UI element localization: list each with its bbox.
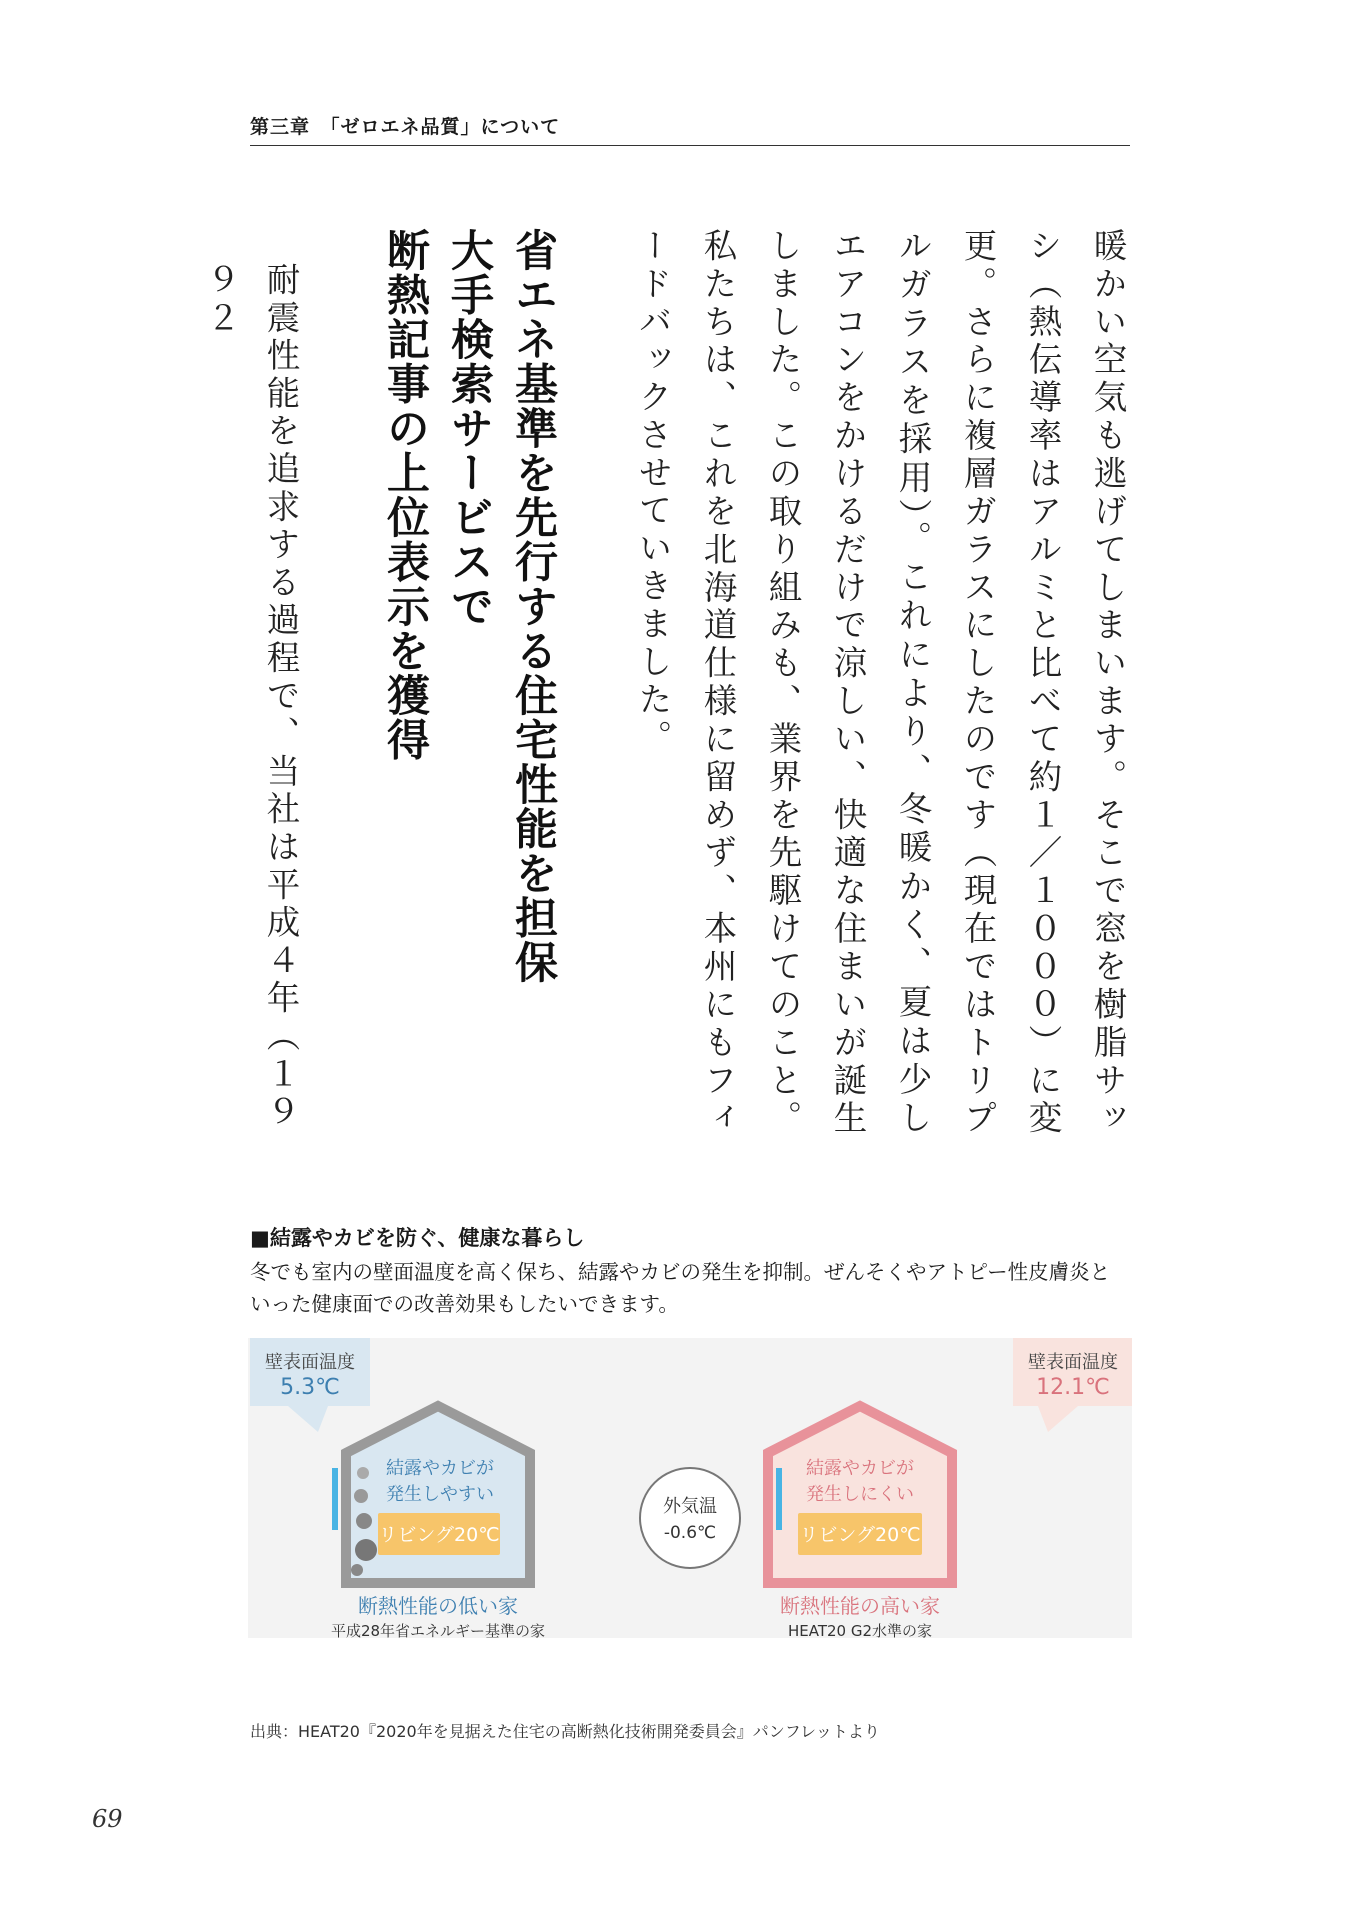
figure-source: 出典：HEAT20『2020年を見据えた住宅の高断熱化技術開発委員会』パンフレットより bbox=[250, 1722, 880, 1741]
outside-label: 外気温 bbox=[663, 1496, 717, 1517]
right-house-title: 断熱性能の高い家 bbox=[780, 1594, 940, 1618]
headline-line-2: 大手検索サービスで bbox=[444, 228, 494, 629]
left-house bbox=[332, 1406, 530, 1583]
right-house bbox=[768, 1406, 952, 1583]
right-badge-value: 12.1℃ bbox=[1036, 1375, 1110, 1400]
right-room-label: リビング20℃ bbox=[799, 1524, 921, 1546]
right-window bbox=[776, 1468, 782, 1530]
chapter-header: 第三章 「ゼロエネ品質」について bbox=[250, 112, 1130, 146]
body-text-column-2: 耐震性能を追求する過程で、当社は平成４年（１９９２ bbox=[201, 262, 300, 1132]
left-room-label: リビング20℃ bbox=[378, 1524, 500, 1546]
body-text-column: 暖かい空気も逃げてしまいます。そこで窓を樹脂サッシ（熱伝導率はアルミと比べて約１／１０００）に変更。さらに複層ガラスにしたのです（現在ではトリプルガラスを採用）。これにより、冬暖かく、夏は少しエアコンをかけるだけで涼しい、快適な住まいが誕生しました。この取り組みも、業界を先駆けてのこと。私たちは、これを北海道仕様に留めず、本州にもフィードバックさせていきました。 bbox=[633, 228, 1127, 1138]
insulation-figure bbox=[248, 1338, 1132, 1638]
outside-value: -0.6℃ bbox=[663, 1523, 717, 1543]
headline bbox=[355, 228, 565, 1138]
headline-line-3: 断熱記事の上位表示を獲得 bbox=[380, 228, 430, 762]
left-badge-label: 壁表面温度 bbox=[265, 1352, 355, 1373]
left-note-line-2: 発生しやすい bbox=[386, 1484, 494, 1505]
right-badge-label: 壁表面温度 bbox=[1028, 1352, 1118, 1373]
outside-temperature bbox=[640, 1468, 740, 1568]
left-badge-value: 5.3℃ bbox=[280, 1375, 340, 1400]
right-note-line-2: 発生しにくい bbox=[806, 1484, 914, 1505]
left-note-line-1: 結露やカビが bbox=[386, 1458, 494, 1479]
headline-line-1: 省エネ基準を先行する住宅性能を担保 bbox=[508, 228, 558, 985]
right-temperature-badge bbox=[1013, 1338, 1132, 1432]
right-note-line-1: 結露やカビが bbox=[806, 1458, 914, 1479]
left-temperature-badge bbox=[250, 1338, 370, 1432]
caption-title: ■結露やカビを防ぐ、健康な暮らし bbox=[250, 1226, 585, 1250]
caption-body: 冬でも室内の壁面温度を高く保ち、結露やカビの発生を抑制。ぜんそくやアトピー性皮膚炎といった健康面での改善効果もしたいできます。 bbox=[250, 1260, 1111, 1316]
right-house-subtitle: HEAT20 G2水準の家 bbox=[787, 1622, 933, 1638]
left-window bbox=[332, 1468, 338, 1530]
left-house-subtitle: 平成28年省エネルギー基準の家 bbox=[330, 1622, 546, 1638]
left-house-title: 断熱性能の低い家 bbox=[358, 1594, 518, 1618]
page-number: 69 bbox=[92, 1805, 123, 1833]
